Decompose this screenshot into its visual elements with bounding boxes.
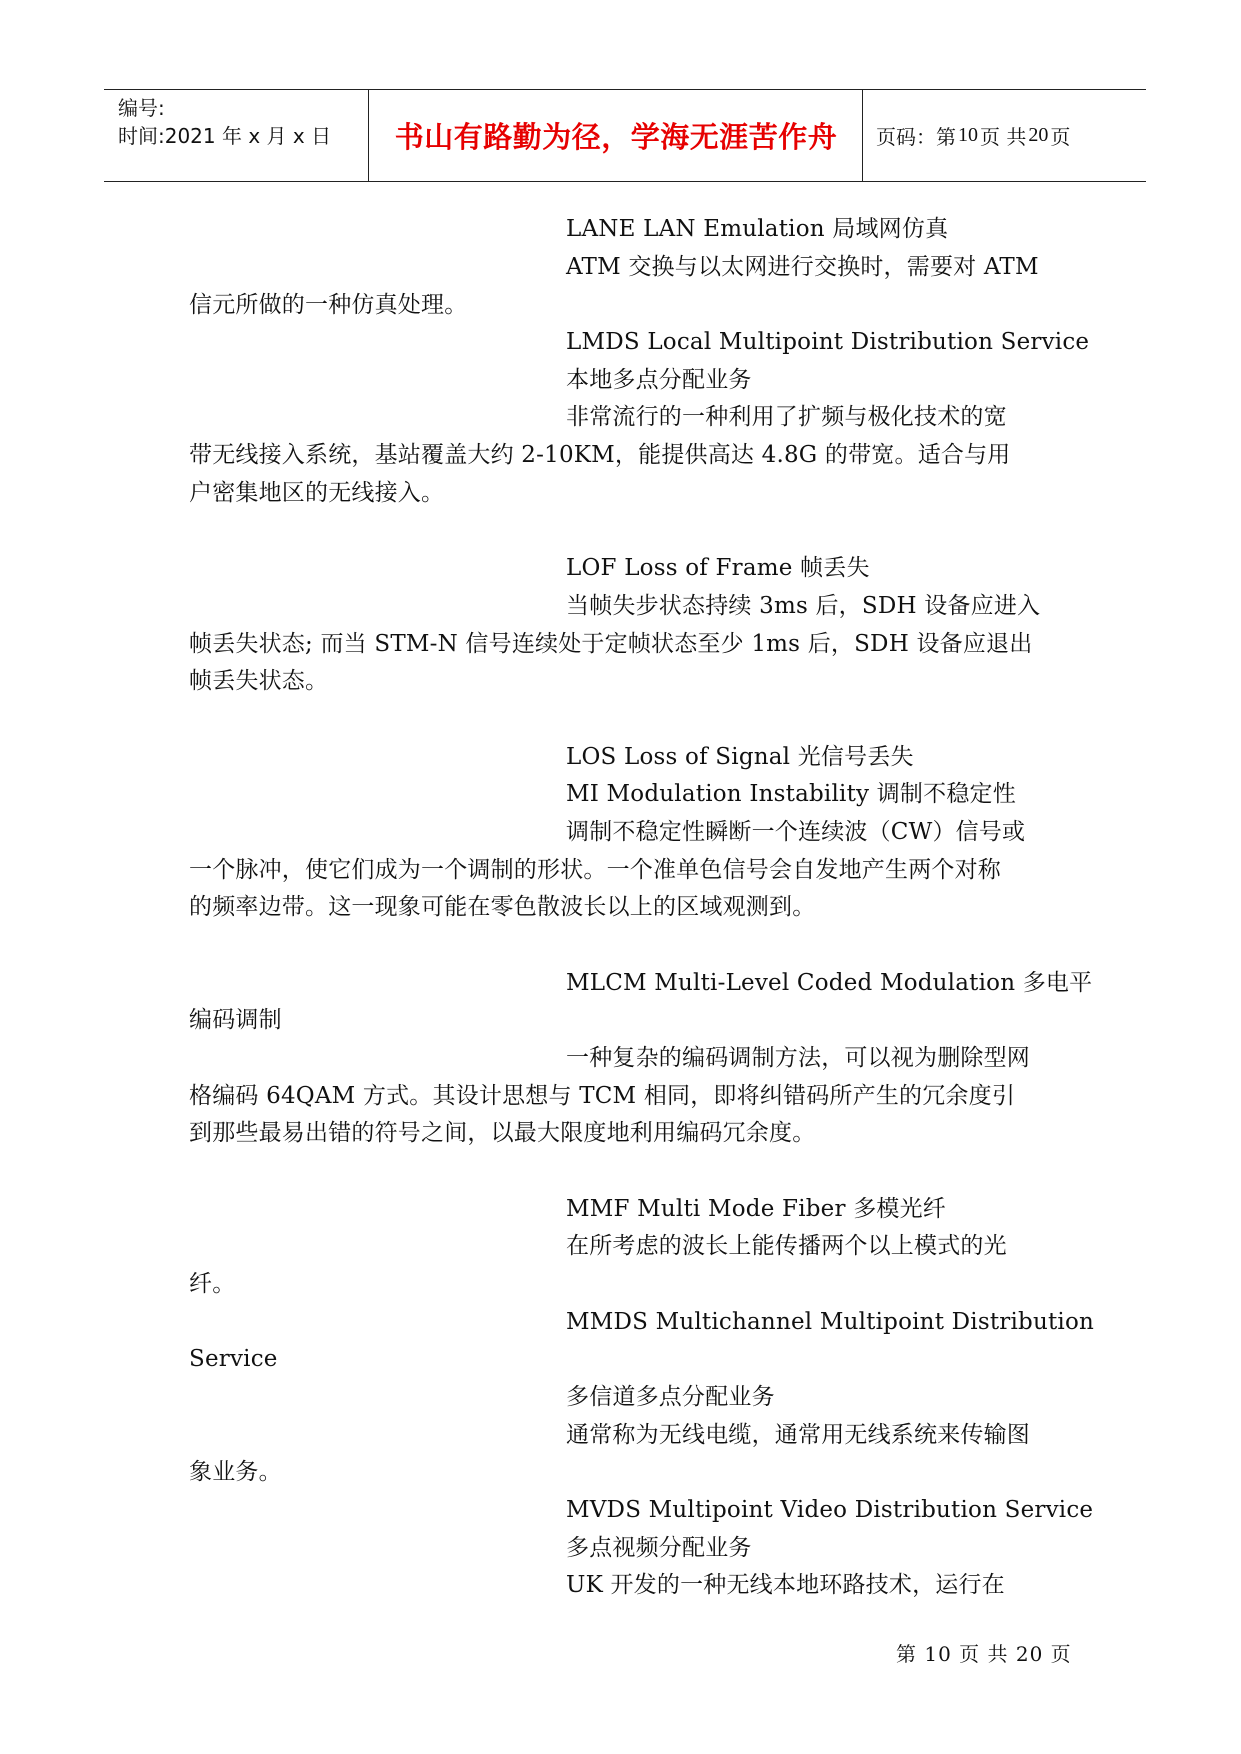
page-middle: 页 共 xyxy=(980,124,1027,149)
text-line: 一个脉冲，使它们成为一个调制的形状。一个准单色信号会自发地产生两个对称 xyxy=(189,857,1001,883)
text-line: ATM 交换与以太网进行交换时，需要对 ATM xyxy=(566,254,1039,280)
text-line: 多点视频分配业务 xyxy=(566,1535,752,1561)
text-line: 在所考虑的波长上能传播两个以上模式的光 xyxy=(566,1233,1007,1259)
text-line: UK 开发的一种无线本地环路技术，运行在 xyxy=(566,1572,1005,1598)
text-line: 编码调制 xyxy=(189,1007,282,1033)
text-line: LOF Loss of Frame 帧丢失 xyxy=(566,555,870,581)
time-label: 时间:2021 年 x 月 x 日 xyxy=(118,124,332,148)
page-total: 20 xyxy=(1028,123,1049,146)
text-line: MVDS Multipoint Video Distribution Service xyxy=(566,1497,1094,1523)
text-line: LMDS Local Multipoint Distribution Service xyxy=(566,329,1090,355)
text-line: 本地多点分配业务 xyxy=(566,367,752,393)
text-line: 通常称为无线电缆，通常用无线系统来传输图 xyxy=(566,1422,1030,1448)
text-line: Service xyxy=(189,1346,278,1372)
text-line: 非常流行的一种利用了扩频与极化技术的宽 xyxy=(566,404,1007,430)
text-line: MI Modulation Instability 调制不稳定性 xyxy=(566,781,1016,807)
page-prefix: 页码：第 xyxy=(876,124,956,149)
page-suffix: 页 xyxy=(1050,124,1071,149)
page-footer: 第 10 页 共 20 页 xyxy=(896,1642,1072,1666)
text-line: 帧丢失状态。 xyxy=(189,668,329,694)
text-line: 纤。 xyxy=(189,1271,236,1297)
text-line: MMF Multi Mode Fiber 多模光纤 xyxy=(566,1196,946,1222)
text-line: 信元所做的一种仿真处理。 xyxy=(189,292,468,318)
text-line: 当帧失步状态持续 3ms 后，SDH 设备应进入 xyxy=(566,593,1041,619)
text-line: 调制不稳定性瞬断一个连续波（CW）信号或 xyxy=(566,819,1026,845)
serial-label: 编号: xyxy=(118,96,165,120)
text-line: 帧丢失状态; 而当 STM-N 信号连续处于定帧状态至少 1ms 后，SDH 设备应退出 xyxy=(189,631,1033,657)
text-line: 格编码 64QAM 方式。其设计思想与 TCM 相同，即将纠错码所产生的冗余度引 xyxy=(189,1083,1016,1109)
text-line: MMDS Multichannel Multipoint Distribution xyxy=(566,1309,1095,1335)
text-line: 一种复杂的编码调制方法，可以视为删除型网 xyxy=(566,1045,1030,1071)
text-line: 到那些最易出错的符号之间，以最大限度地利用编码冗余度。 xyxy=(189,1120,816,1146)
text-line: LOS Loss of Signal 光信号丢失 xyxy=(566,744,914,770)
text-line: LANE LAN Emulation 局域网仿真 xyxy=(566,216,949,242)
header-motto: 书山有路勤为径，学海无涯苦作舟 xyxy=(394,119,838,154)
page-current: 10 xyxy=(958,123,978,146)
text-line: 的频率边带。这一现象可能在零色散波长以上的区域观测到。 xyxy=(189,894,816,920)
text-line: MLCM Multi-Level Coded Modulation 多电平 xyxy=(566,970,1093,996)
text-line: 多信道多点分配业务 xyxy=(566,1384,775,1410)
text-line: 象业务。 xyxy=(189,1459,282,1485)
text-line: 带无线接入系统，基站覆盖大约 2-10KM，能提供高达 4.8G 的带宽。适合与用 xyxy=(189,442,1011,468)
text-line: 户密集地区的无线接入。 xyxy=(189,480,445,506)
